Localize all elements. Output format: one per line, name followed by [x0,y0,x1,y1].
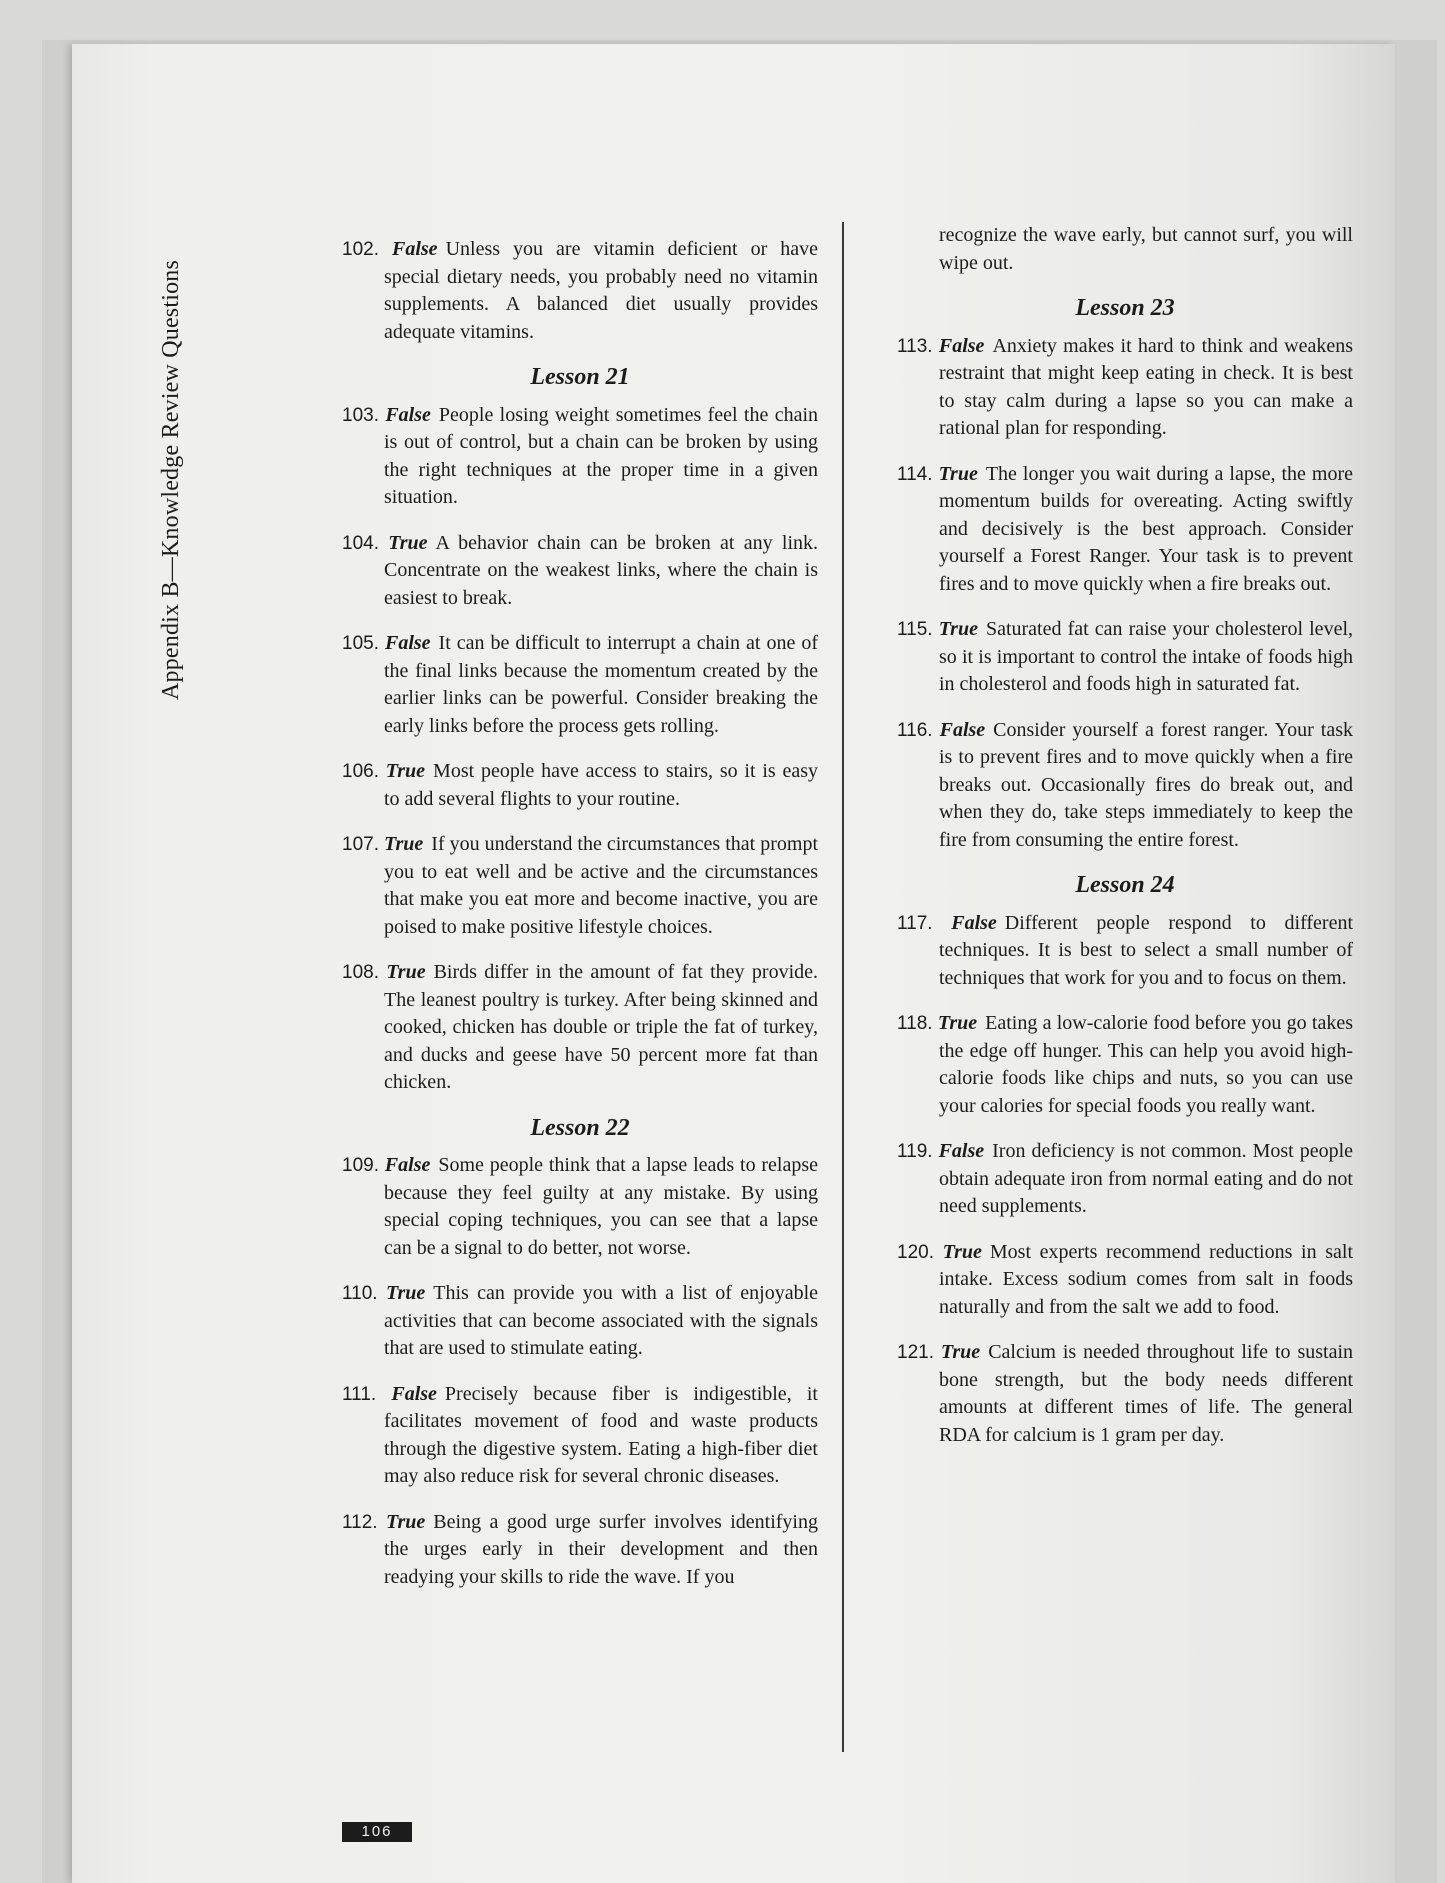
answer-explanation: A behavior chain can be broken at any link. Concentrate on the weakest links, where the chain is easiest to break. [384,531,818,609]
answer-explanation: Consider yourself a forest ranger. Your task is to prevent fires and to move quickly when a fire breaks out. Occasionally fires do break out, and when they do, take steps immediately to keep the fire from consuming the entire forest. [939,718,1354,851]
answer-explanation: It can be difficult to interrupt a chain at one of the final links because the momentum created by the earlier links can be powerful. Consider breaking the early links before the process gets rolling. [384,632,818,737]
answer-explanation: Precisely because fiber is indigestible, it facilitates movement of food and waste products through the digestive system. Eating a high-fiber diet may also reduce risk for several chronic diseases. [384,1382,818,1487]
answer-verdict: True [937,1012,978,1034]
answer-item [342,959,818,1097]
question-number: 112. [342,1511,378,1533]
answer-explanation: Birds differ in the amount of fat they provide. The leanest poultry is turkey. After being skinned and cooked, chicken has double or triple the fat of turkey, and ducks and geese have 50 percent more fat than chicken. [384,961,818,1093]
answer-item [342,1152,818,1262]
answer-item [342,530,818,613]
answer-item [897,333,1353,443]
answer-verdict: True [942,1240,982,1263]
answer-verdict: False [939,718,986,741]
answer-explanation: Unless you are vitamin deficient or have special dietary needs, you probably need no vitamin supplements. A balanced diet usually provides adequate vitamins. [384,238,818,343]
left-column [342,236,818,1609]
question-number: 118. [897,1013,933,1034]
answer-verdict: True [384,833,424,855]
answer-explanation: Iron deficiency is not common. Most people obtain adequate iron from normal eating and do not need supplements. [939,1140,1354,1217]
answer-item [897,461,1353,599]
question-number: 117. [897,912,933,934]
question-number: 111. [342,1383,377,1405]
answer-item [342,831,818,941]
answer-item [897,1239,1353,1322]
question-number: 104. [342,532,379,554]
running-header: Appendix B—Knowledge Review Questions [158,259,184,700]
answer-explanation: Most people have access to stairs, so it is easy to add several flights to your routine. [384,760,818,810]
answer-item [342,402,818,512]
answer-item [897,616,1353,699]
page-number: 106 [342,1822,412,1842]
answer-verdict: True [385,760,426,782]
answer-item [897,1010,1353,1120]
answer-explanation: Some people think that a lapse leads to relapse because they feel guilty at any mistake. By using special coping techniques, you can see that a lapse can be a signal to do better, not worse. [384,1154,818,1259]
answer-verdict: True [385,1282,426,1304]
lesson-heading: Lesson 21 [530,364,630,390]
question-number: 102. [342,239,379,260]
answer-verdict: False [391,1382,437,1405]
answer-explanation: The longer you wait during a lapse, the more momentum builds for overeating. Acting swiftly and decisively is the best approach. Consider yourself a Forest Ranger. Your task is to prevent fires and to move quickly when a fire breaks out. [939,462,1353,595]
answer-verdict: False [384,1154,431,1176]
lesson-heading: Lesson 23 [1075,295,1175,321]
answer-explanation: This can provide you with a list of enjoyable activities that can become associated with the signals that are used to stimulate eating. [384,1282,818,1359]
answer-verdict: False [951,911,997,934]
answer-item [342,1381,818,1491]
question-number: 105. [342,633,379,654]
answer-explanation: Calcium is needed throughout life to sustain bone strength, but the body needs different amounts at different times of life. The general RDA for calcium is 1 gram per day. [939,1341,1354,1446]
question-number: 115. [897,619,933,640]
question-number: 109. [342,1155,379,1176]
lesson-heading: Lesson 24 [1075,872,1175,898]
question-number: 119. [897,1141,933,1162]
answer-verdict: True [940,1341,981,1363]
question-number: 114. [897,463,933,485]
question-number: 116. [897,719,933,741]
answer-item [342,1509,818,1592]
answer-verdict: True [388,531,428,554]
question-number: 103. [342,404,379,426]
answer-verdict: False [938,334,985,357]
answer-explanation: Being a good urge surfer involves identifying the urges early in their development and then readying your skills to ride the wave. If you [384,1510,818,1588]
answer-item [897,717,1353,855]
answer-verdict: True [938,462,978,485]
answer-explanation: Anxiety makes it hard to think and weakens restraint that might keep eating in check. It is best to stay calm during a lapse so you can make a rational plan for responding. [939,334,1354,439]
answer-item [897,910,1353,993]
question-number: 108. [342,962,379,983]
answer-item [897,1339,1353,1449]
question-number: 120. [897,1241,934,1263]
answer-verdict: True [386,1510,426,1533]
answer-verdict: True [938,618,978,640]
question-number: 106. [342,761,379,782]
answer-explanation: If you understand the circumstances that prompt you to eat well and be active and the circumstances that make you eat more and become inactive, you are poised to make positive lifestyle choices. [384,833,818,938]
question-number: 110. [342,1283,378,1304]
column-divider [842,222,844,1752]
answer-verdict: False [938,1140,985,1162]
answer-item [897,1138,1353,1221]
question-number: 107. [342,834,379,855]
answer-verdict: False [392,238,438,260]
question-number: 121. [897,1342,934,1363]
answer-item [342,1280,818,1363]
answer-explanation: Saturated fat can raise your cholesterol level, so it is important to control the intake of foods high in cholesterol and foods high in saturated fat. [939,618,1353,695]
answer-item [342,630,818,740]
answer-continuation: recognize the wave early, but cannot surf, you will wipe out. [939,224,1353,274]
answer-explanation: Most experts recommend reductions in salt intake. Excess sodium comes from salt in foods naturally and from the salt we add to food. [939,1240,1354,1318]
question-number: 113. [897,335,933,357]
answer-explanation: People losing weight sometimes feel the chain is out of control, but a chain can be broken by using the right techniques at the proper time in a given situation. [384,403,819,508]
lesson-heading: Lesson 22 [530,1114,630,1141]
answer-verdict: False [385,403,431,426]
answer-explanation: Eating a low-calorie food before you go takes the edge off hunger. This can help you avoid high-calorie foods like chips and nuts, so you can use your calories for special foods you really want. [939,1012,1354,1117]
answer-explanation: Different people respond to different techniques. It is best to select a small number of techniques that work for you and to focus on them. [939,911,1354,989]
answer-item [342,758,818,813]
answer-verdict: True [386,961,426,983]
right-column [897,222,1353,1467]
answer-item [342,236,818,346]
answer-verdict: False [384,632,431,654]
